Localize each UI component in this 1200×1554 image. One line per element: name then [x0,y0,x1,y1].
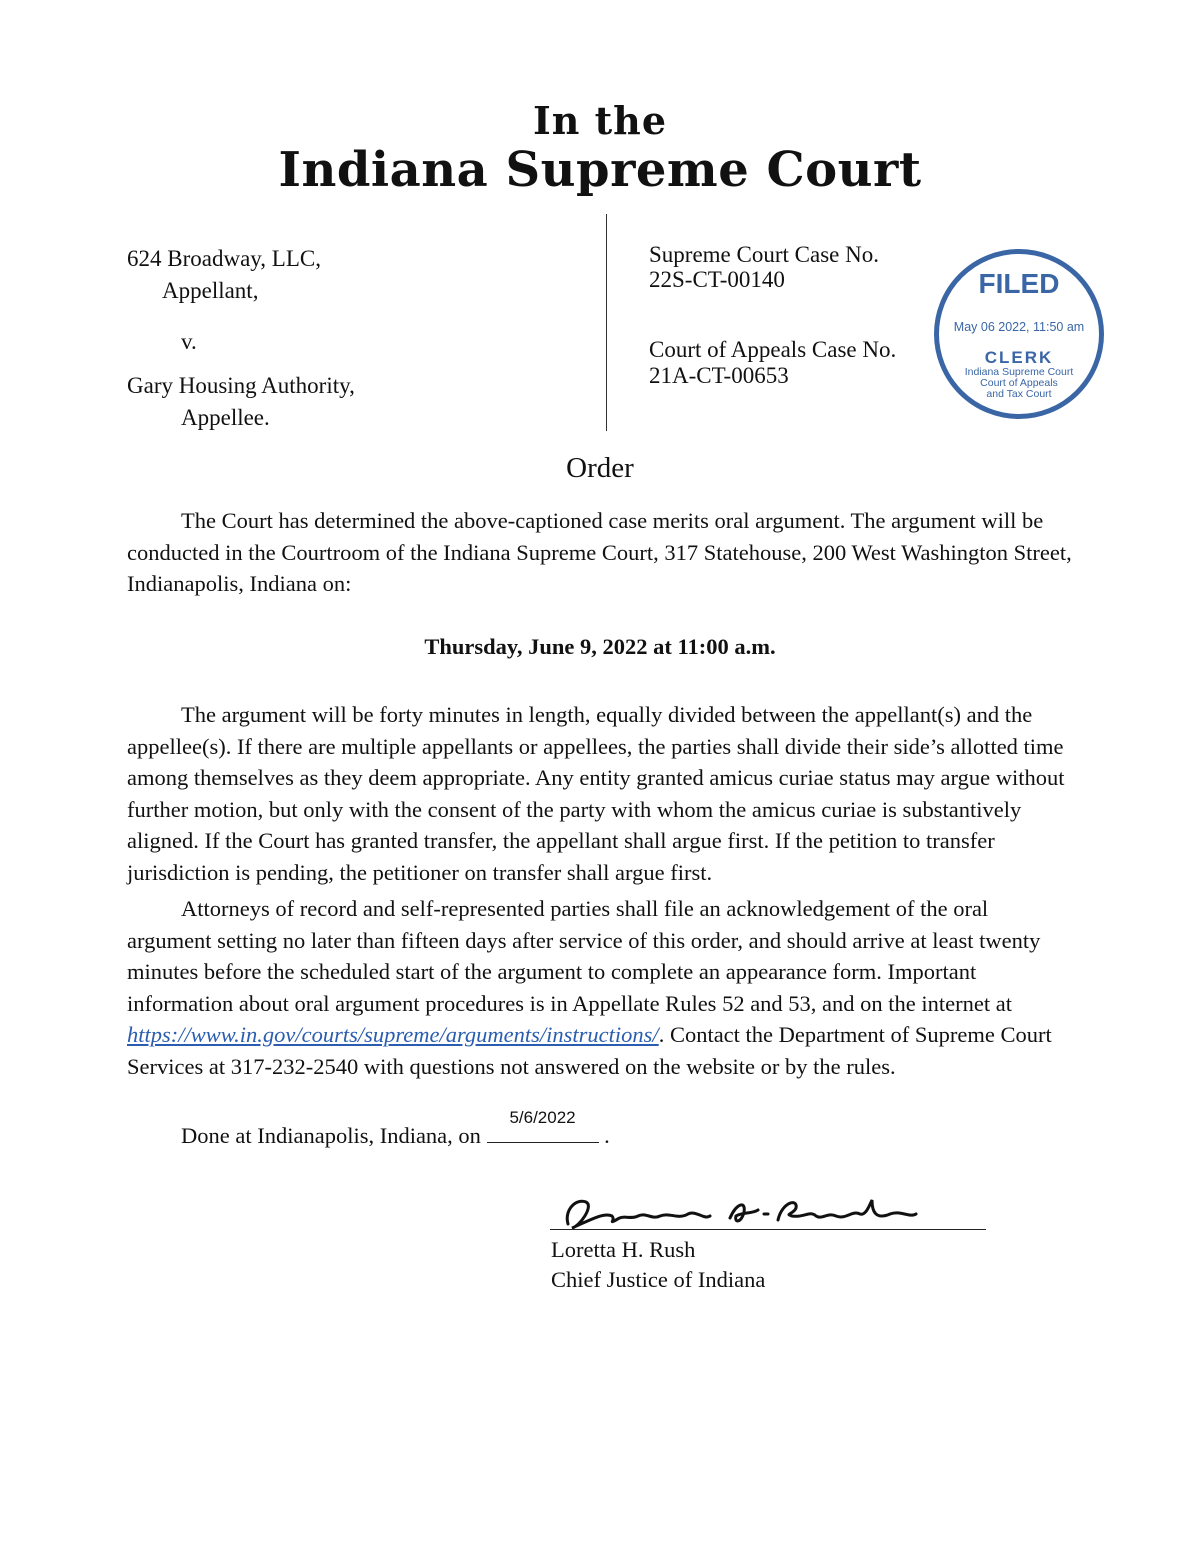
stamp-date: May 06 2022, 11:50 am [953,320,1085,334]
stamp-court-line3: and Tax Court [986,388,1052,400]
done-at-suffix: . [604,1123,610,1148]
signature-line [550,1229,986,1230]
handwritten-signature [560,1190,940,1238]
stamp-court-line1: Indiana Supreme Court [964,366,1074,378]
appellee-role: Appellee. [181,405,270,430]
caption-divider [606,214,607,431]
order-paragraph-3 [127,893,1075,1082]
done-at-prefix: Done at Indianapolis, Indiana, on [181,1123,481,1148]
signatory-title: Chief Justice of Indiana [551,1267,766,1292]
appellant-name: 624 Broadway, LLC, [127,246,321,271]
order-paragraph-1-text: The Court has determined the above-captioned case merits oral argument. The argument will be conducted in the Courtroom of the Indiana Supreme Court, 317 Statehouse, 200 West Washington Street, Indianapolis, Indiana on: [127,508,1072,596]
versus-label: v. [181,329,197,354]
filed-stamp [934,249,1104,419]
order-paragraph-3-text-a: Attorneys of record and self-represented parties shall file an acknowledgement of the oral argument setting no later than fifteen days after service of this order, and should arrive at least twenty minutes before the scheduled start of the argument to complete an appearance form. Important information about oral argument procedures is in Appellate Rules 52 and 53, and on the internet at [127,896,1041,1016]
order-paragraph-3-text-b: . Contact the Department of Supreme Court Services at 317-232-2540 with questions not answered on the website or by the rules. [127,1022,1052,1079]
done-date-blank [487,1108,599,1143]
order-title: Order [566,452,634,484]
supreme-case-number: 22S-CT-00140 [649,267,785,292]
order-paragraph-2-text: The argument will be forty minutes in length, equally divided between the appellant(s) and the appellee(s). If there are multiple appellants or appellees, the parties shall divide their side’s allotted time among themselves as they deem appropriate. Any entity granted amicus curiae status may argue without further motion, but only with the consent of the party with whom the amicus curiae is substantively aligned. If the Court has granted transfer, the appellant shall argue first. If the petition to transfer jurisdiction is pending, the petitioner on transfer shall argue first. [127,702,1065,885]
appellee-name: Gary Housing Authority, [127,373,355,398]
stamp-filed-label: FILED [978,268,1060,299]
appeals-case-number: 21A-CT-00653 [649,363,789,388]
appeals-case-label: Court of Appeals Case No. [649,337,897,362]
supreme-case-label: Supreme Court Case No. [649,242,879,267]
argument-datetime: Thursday, June 9, 2022 at 11:00 a.m. [424,634,776,659]
court-header-title: Indiana Supreme Court [278,142,922,198]
done-at-line [181,1108,610,1149]
instructions-link[interactable]: https://www.in.gov/courts/supreme/arguments/instructions/ [127,1022,659,1047]
order-paragraph-1 [127,505,1075,600]
signatory-block [551,1235,765,1295]
appellant-role: Appellant, [162,278,259,303]
court-header-line1: In the [533,98,667,143]
signatory-name: Loretta H. Rush [551,1237,696,1262]
order-paragraph-2 [127,699,1075,888]
done-date: 5/6/2022 [509,1108,576,1127]
stamp-clerk-label: CLERK [984,348,1054,367]
stamp-court-line2: Court of Appeals [980,377,1058,389]
